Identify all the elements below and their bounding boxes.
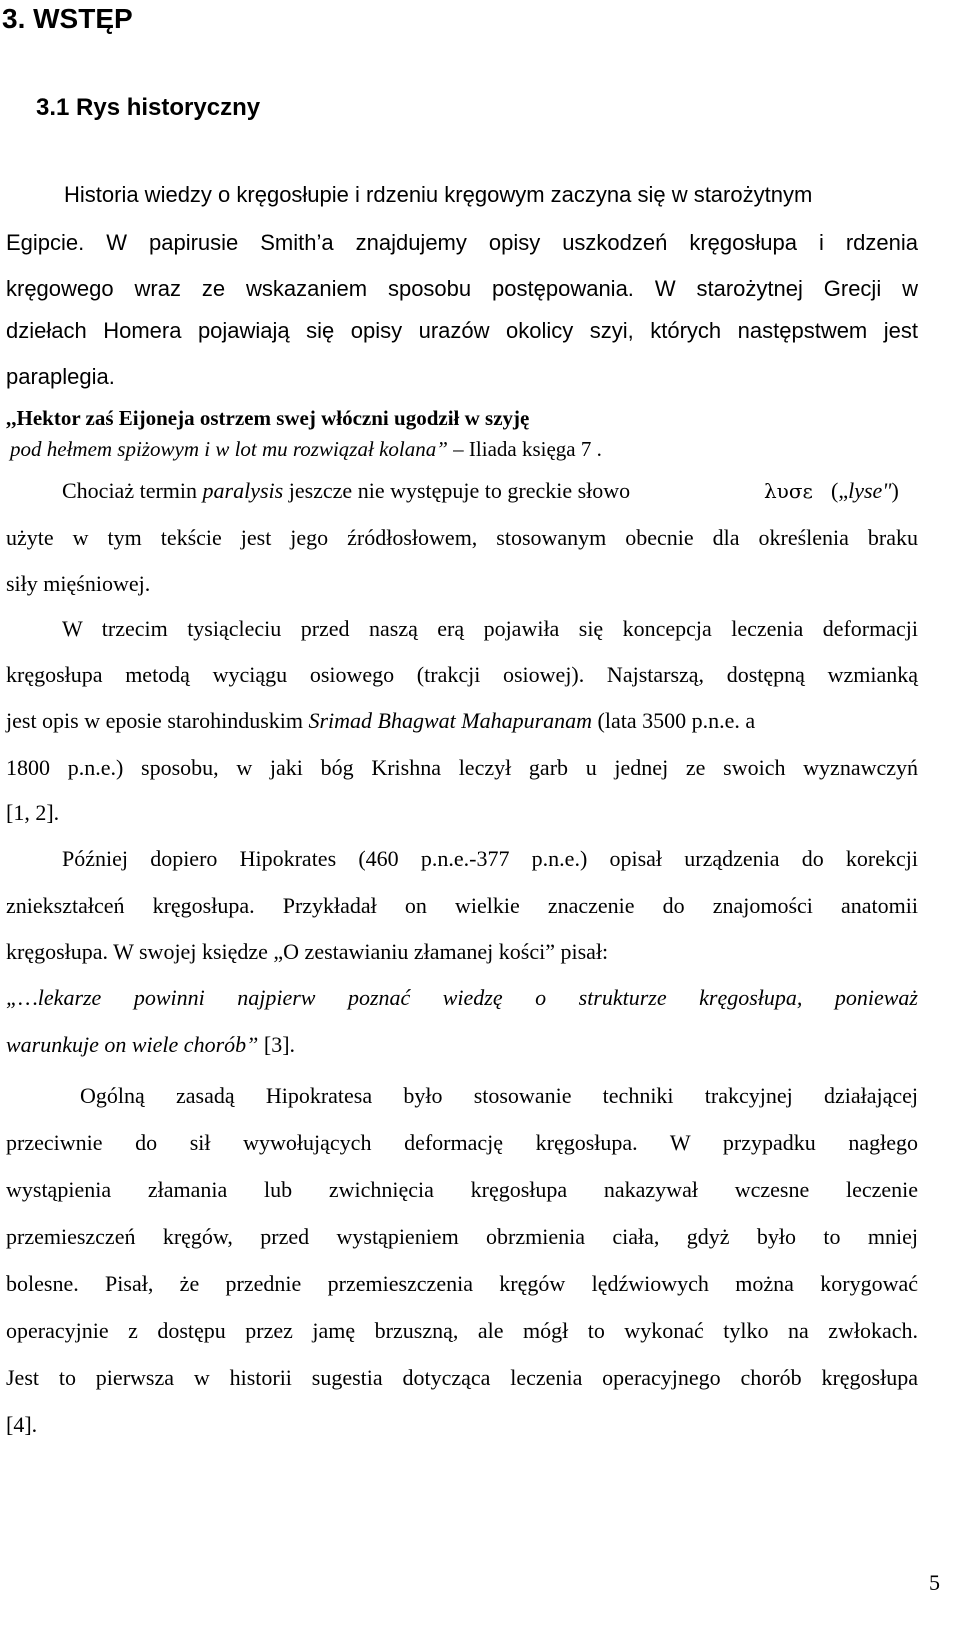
text: (lata 3500 p.n.e. a bbox=[592, 708, 756, 733]
quote-line: ,,Hektor zaś Eijoneja ostrzem swej włóczni ugodził w szyję bbox=[6, 406, 530, 430]
paragraph-line: siły mięśniowej. bbox=[6, 571, 151, 596]
quote-source: – Iliada księga 7 . bbox=[447, 437, 602, 461]
text: jest opis w eposie starohinduskim bbox=[6, 708, 309, 733]
paragraph-line: paraplegia. bbox=[6, 364, 115, 389]
paragraph-line: operacyjnie z dostępu przez jamę brzuszną, ale mógł to wykonać tylko na zwłokach. bbox=[6, 1318, 918, 1343]
text: jeszcze nie występuje to greckie słowo bbox=[283, 478, 631, 503]
paragraph-line: [4]. bbox=[6, 1412, 38, 1437]
paragraph-line: bolesne. Pisał, że przednie przemieszczenia kręgów lędźwiowych można korygować bbox=[6, 1271, 918, 1296]
paragraph-line: zniekształceń kręgosłupa. Przykładał on wielkie znaczenie do znajomości anatomii bbox=[6, 893, 918, 918]
text: („ bbox=[831, 478, 849, 503]
paragraph-line: dziełach Homera pojawiają się opisy urazów okolicy szyi, których następstwem jest bbox=[6, 318, 918, 343]
section-heading: 3. WSTĘP bbox=[2, 3, 133, 34]
text: Chociaż termin bbox=[62, 478, 203, 503]
paragraph-line: przeciwnie do sił wywołujących deformację kręgosłupa. W przypadku nagłego bbox=[6, 1130, 918, 1155]
paragraph-line: Ogólną zasadą Hipokratesa było stosowanie techniki trakcyjnej działającej bbox=[80, 1083, 918, 1108]
paragraph-line: użyte w tym tekście jest jego źródłosłowem, stosowanym obecnie dla określenia braku bbox=[6, 525, 918, 550]
quote-source-line bbox=[10, 436, 602, 462]
paragraph-line: 1800 p.n.e.) sposobu, w jaki bóg Krishna leczył garb u jednej ze swoich wyznawczyń bbox=[6, 755, 918, 780]
paragraph-line bbox=[6, 708, 755, 734]
page-number: 5 bbox=[929, 1570, 940, 1595]
greek-word: λυσε bbox=[764, 479, 813, 503]
reference: [3]. bbox=[258, 1032, 296, 1057]
paragraph-line: wystąpienia złamania lub zwichnięcia kręgosłupa nakazywał wczesne leczenie bbox=[6, 1177, 918, 1202]
paragraph-line: Później dopiero Hipokrates (460 p.n.e.-377 p.n.e.) opisał urządzenia do korekcji bbox=[62, 846, 918, 871]
text: ) bbox=[891, 478, 899, 503]
paragraph-line: W trzecim tysiącleciu przed naszą erą pojawiła się koncepcja leczenia deformacji bbox=[62, 616, 918, 641]
paragraph-line bbox=[62, 478, 630, 504]
transliteration bbox=[831, 478, 899, 504]
paragraph-line: Historia wiedzy o kręgosłupie i rdzeniu kręgowym zaczyna się w starożytnym bbox=[64, 182, 813, 207]
term: paralysis bbox=[202, 478, 284, 503]
subsection-heading: 3.1 Rys historyczny bbox=[36, 94, 261, 121]
term: lyse" bbox=[848, 478, 892, 503]
paragraph-line: Jest to pierwsza w historii sugestia dotycząca leczenia operacyjnego chorób kręgosłupa bbox=[6, 1365, 918, 1390]
citation-text: warunkuje on wiele chorób” bbox=[6, 1032, 259, 1057]
paragraph-line: kręgowego wraz ze wskazaniem sposobu postępowania. W starożytnej Grecji w bbox=[6, 276, 918, 301]
citation-text: „…lekarze powinni najpierw poznać wiedzę o strukturze kręgosłupa, ponieważ bbox=[6, 985, 918, 1010]
quote-text: pod hełmem spiżowym i w lot mu rozwiązał kolana” bbox=[10, 437, 448, 461]
paragraph-line bbox=[6, 1032, 295, 1058]
paragraph-line: [1, 2]. bbox=[6, 800, 60, 825]
paragraph-line: kręgosłupa metodą wyciągu osiowego (trakcji osiowej). Najstarszą, dostępną wzmianką bbox=[6, 662, 918, 687]
title: Srimad Bhagwat Mahapuranam bbox=[308, 708, 593, 733]
paragraph-line: przemieszczeń kręgów, przed wystąpieniem obrzmienia ciała, gdyż było to mniej bbox=[6, 1224, 918, 1249]
paragraph-line: Egipcie. W papirusie Smith’a znajdujemy opisy uszkodzeń kręgosłupa i rdzenia bbox=[6, 230, 918, 255]
paragraph-line bbox=[6, 985, 918, 1011]
paragraph-line: kręgosłupa. W swojej księdze „O zestawianiu złamanej kości” pisał: bbox=[6, 939, 609, 964]
